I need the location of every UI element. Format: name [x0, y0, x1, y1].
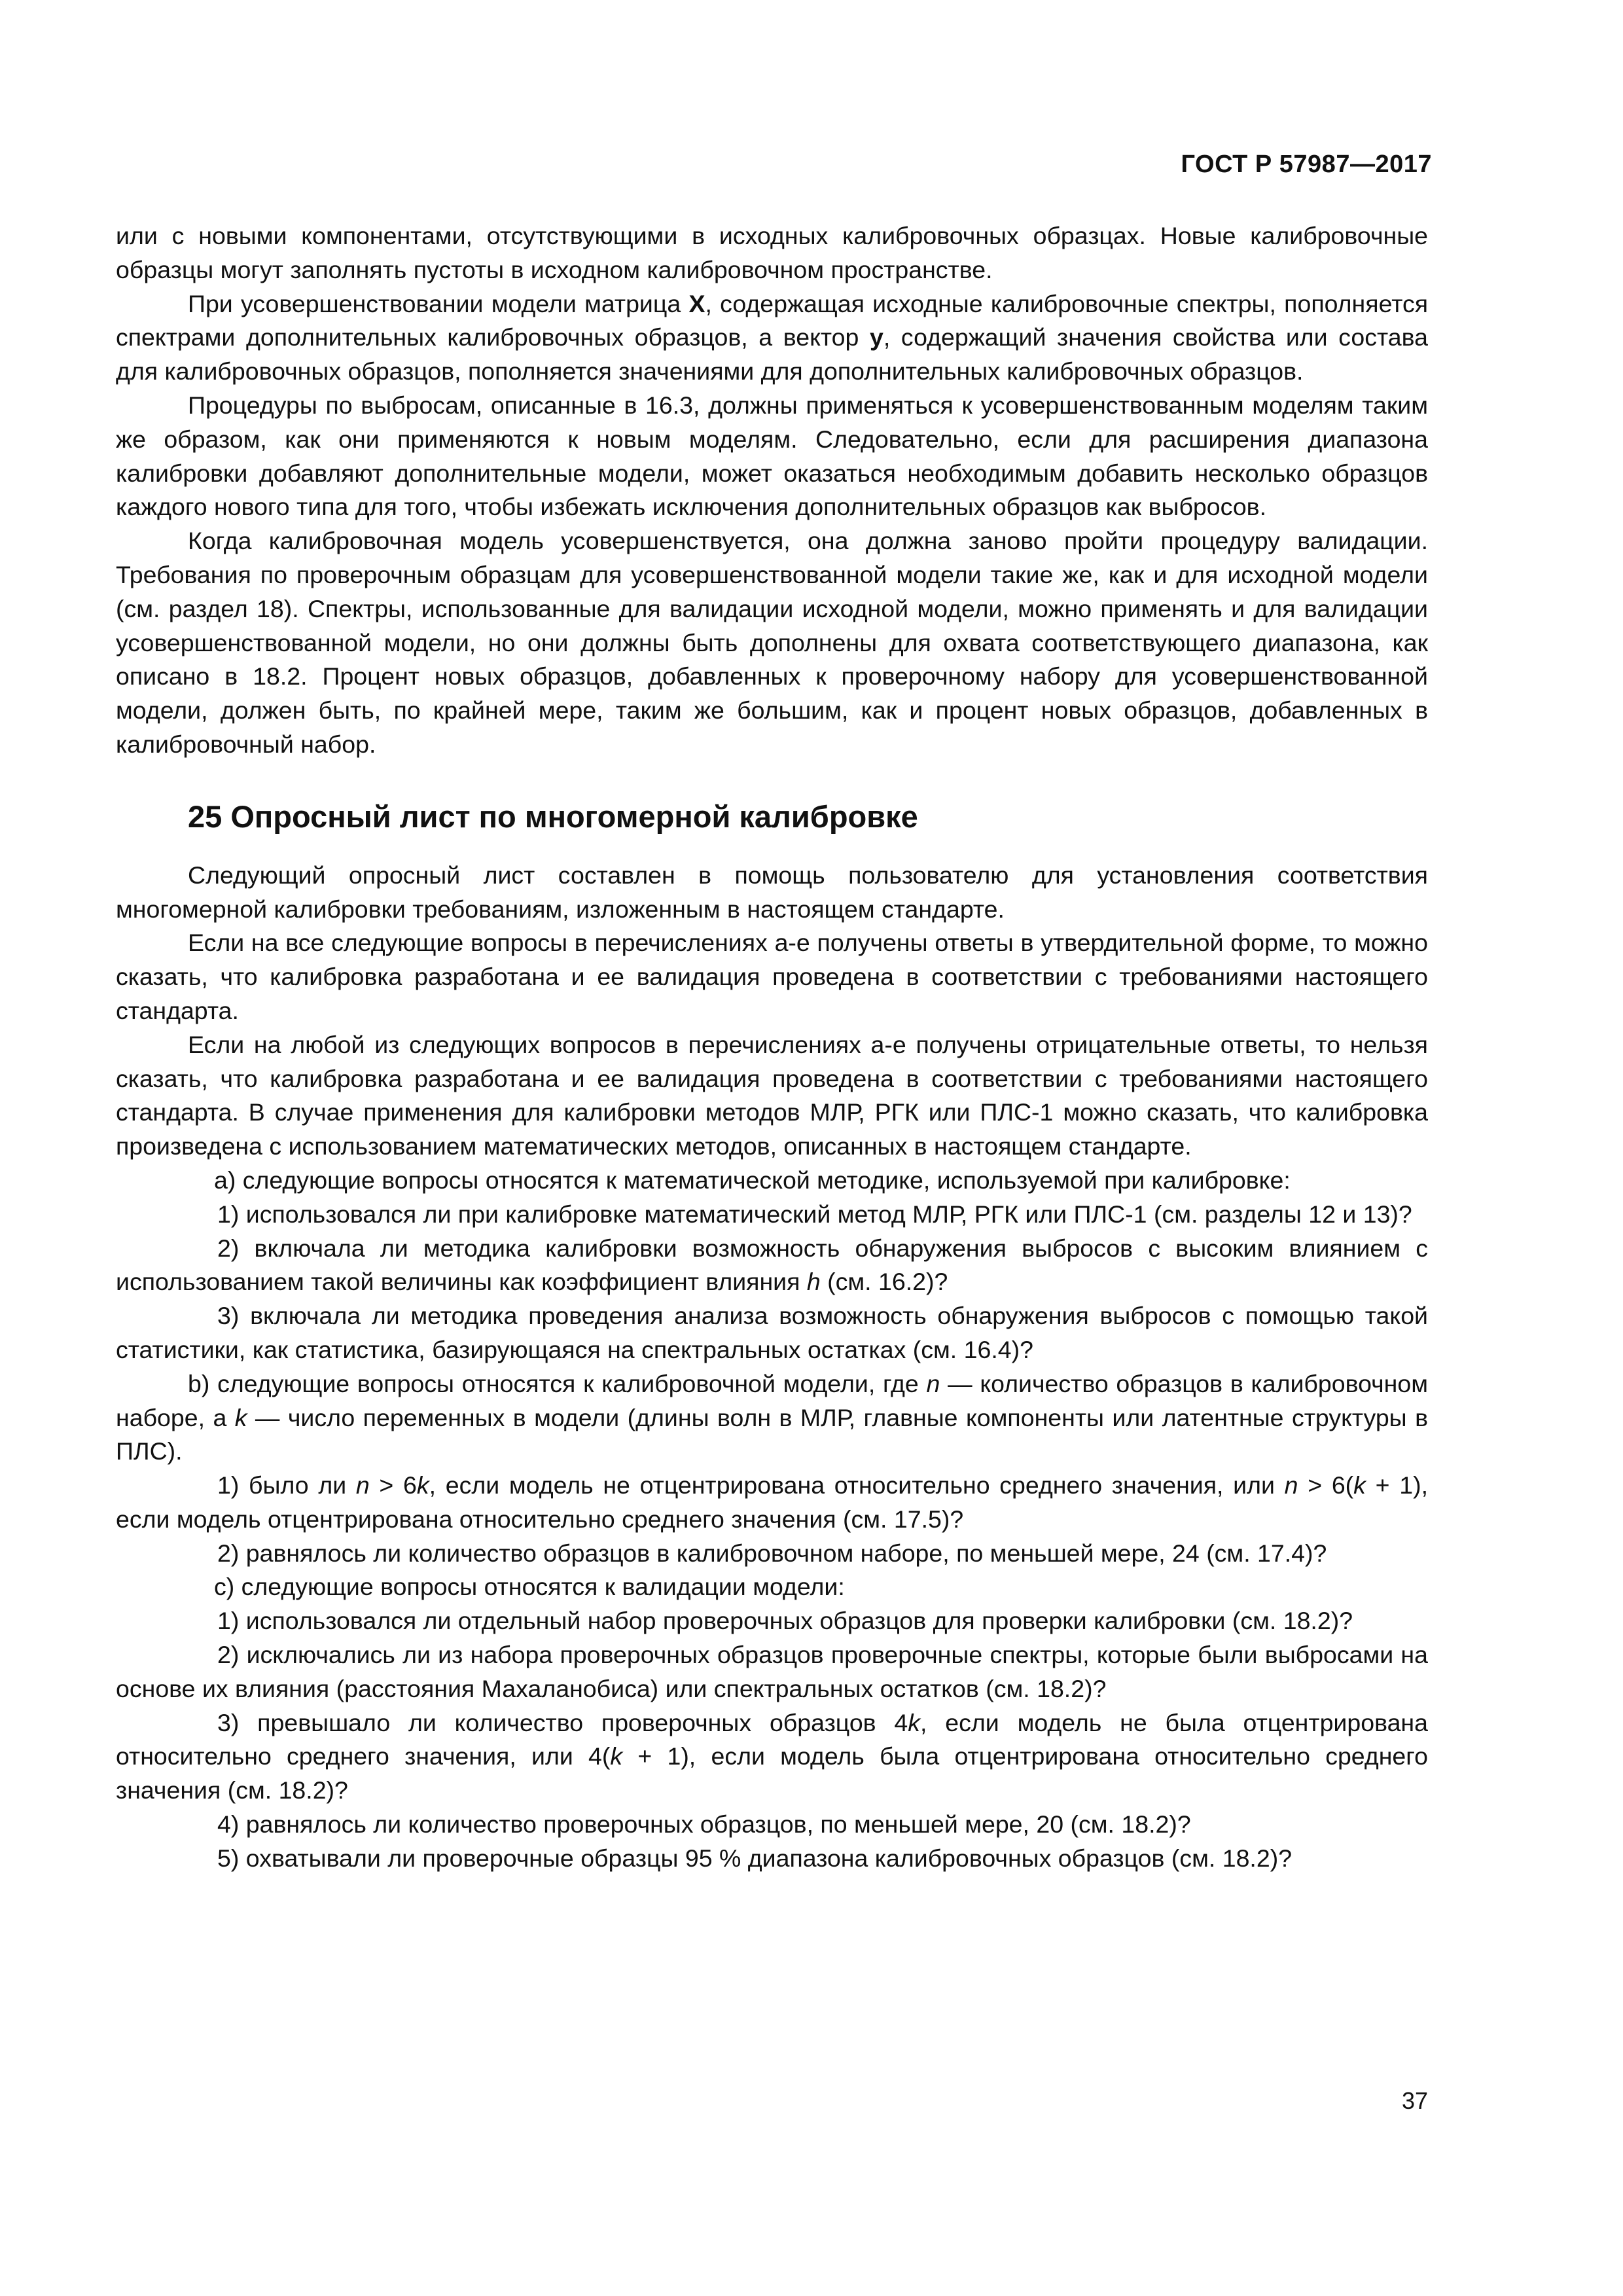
- text-fragment: > 6(: [1298, 1471, 1354, 1499]
- variable-n: n: [355, 1471, 370, 1499]
- paragraph-revalidation: Когда калибровочная модель усовершенствуется, она должна заново пройти процедуру валидации. Требования по проверочным образцам для усовершенствованной модели такие же, как и для исходной модели (см. раздел 18). Спектры, использованные для валидации исходной модели, можно применять и для валидации усовершенствованной модели, но они должны быть дополнены для охвата соответствующего диапазона, как описано в 18.2. Процент новых образцов, добавленных к проверочному набору для усовершенствованной модели, должен быть, по крайней мере, таким же большим, как и процент новых образцов, добавленных в калибровочный набор.: [116, 527, 1428, 758]
- document-code-header: ГОСТ Р 57987—2017: [1181, 151, 1432, 178]
- list-item-a-question-2: [116, 1232, 1428, 1300]
- text-fragment: При усовершенствовании модели матрица: [188, 289, 689, 317]
- text-fragment: + 1), если модель отцентрирована относительно среднего значения (см. 17.5)?: [116, 1471, 1428, 1533]
- variable-k: k: [416, 1471, 429, 1499]
- text-fragment: , содержащий значения свойства или состава для калибровочных образцов, пополняется значениями для дополнительных калибровочных образцов.: [116, 323, 1428, 386]
- text-fragment: 3) превышало ли количество проверочных образцов 4: [217, 1708, 908, 1736]
- list-item-a-intro: а) следующие вопросы относятся к математической методике, используемой при калибровке:: [214, 1166, 1291, 1194]
- list-item-c-question-2: 2) исключались ли из набора проверочных образцов проверочные спектры, которые были выбросами на основе их влияния (расстояния Махаланобиса) или спектральных остатков (см. 18.2)?: [116, 1641, 1428, 1702]
- text-fragment: — количество образцов в калибровочном наборе, а: [116, 1369, 1429, 1431]
- matrix-x-symbol: X: [688, 289, 705, 317]
- text-fragment: + 1), если модель была отцентрирована относительно среднего значения (см. 18.2)?: [116, 1742, 1428, 1804]
- text-fragment: — число переменных в модели (длины волн в МЛР, главные компоненты или латентные структуры в ПЛС).: [116, 1403, 1428, 1465]
- variable-h: h: [806, 1268, 821, 1296]
- text-fragment: , если модель не отцентрирована относительно среднего значения, или: [429, 1471, 1285, 1499]
- paragraph-outlier-procedures: Процедуры по выбросам, описанные в 16.3, должны применяться к усовершенствованным моделям таким же образом, как они применяются к новым моделям. Следовательно, если для расширения диапазона калибровки добавляют дополнительные модели, может оказаться необходимым добавить несколько образцов каждого нового типа для того, чтобы избежать исключения дополнительных образцов как выбросов.: [116, 391, 1428, 521]
- page-body: [116, 219, 1428, 1876]
- variable-k: k: [610, 1742, 623, 1770]
- list-item-c-question-4: 4) равнялось ли количество проверочных образцов, по меньшей мере, 20 (см. 18.2)?: [217, 1810, 1191, 1839]
- variable-k: k: [234, 1403, 247, 1431]
- text-fragment: > 6: [369, 1471, 417, 1499]
- vector-y-symbol: y: [870, 323, 883, 351]
- list-item-a-question-1: 1) использовался ли при калибровке математический метод МЛР, РГК или ПЛС-1 (см. разделы 12 и 13)?: [217, 1200, 1412, 1228]
- variable-n: n: [926, 1369, 940, 1397]
- text-fragment: 2) включала ли методика калибровки возможность обнаружения выбросов с высоким влиянием с использованием такой величины как коэффициент влияния: [116, 1234, 1428, 1296]
- paragraph-negative: Если на любой из следующих вопросов в перечислениях а-е получены отрицательные ответы, то нельзя сказать, что калибровка разработана и ее валидация проведена в соответствии с требованиями настоящего стандарта. В случае применения для калибровки методов МЛР, РГК или ПЛС-1 можно сказать, что калибровка произведена с использованием математических методов, описанных в настоящем стандарте.: [116, 1030, 1428, 1160]
- variable-k: k: [908, 1708, 921, 1736]
- list-item-b-question-1: [116, 1469, 1428, 1537]
- text-fragment: 1) было ли: [217, 1471, 356, 1499]
- list-item-b-question-2: 2) равнялось ли количество образцов в калибровочном наборе, по меньшей мере, 24 (см. 17.4)?: [217, 1539, 1327, 1567]
- text-fragment: , содержащая исходные калибровочные спектры, пополняется спектрами дополнительных калибровочных образцов, а вектор: [116, 289, 1428, 351]
- paragraph-continuation: или с новыми компонентами, отсутствующими в исходных калибровочных образцах. Новые калибровочные образцы могут заполнять пустоты в исходном калибровочном пространстве.: [116, 222, 1428, 283]
- paragraph-questionnaire-intro: Следующий опросный лист составлен в помощь пользователю для установления соответствия многомерной калибровки требованиям, изложенным в настоящем стандарте.: [116, 861, 1428, 923]
- text-fragment: (см. 16.2)?: [820, 1268, 948, 1296]
- list-item-c-question-3: [116, 1706, 1428, 1808]
- page-number: 37: [1401, 2087, 1428, 2114]
- variable-n: n: [1284, 1471, 1298, 1499]
- paragraph-affirmative: Если на все следующие вопросы в перечислениях а-е получены ответы в утвердительной форме, то можно сказать, что калибровка разработана и ее валидация проведена в соответствии с требованиями настоящего стандарта.: [116, 929, 1428, 1024]
- list-item-c-question-1: 1) использовался ли отдельный набор проверочных образцов для проверки калибровки (см. 18.2)?: [217, 1607, 1353, 1635]
- text-fragment: , если модель не была отцентрирована относительно среднего значения, или 4(: [116, 1708, 1428, 1770]
- variable-k: k: [1353, 1471, 1366, 1499]
- list-item-b-intro: [116, 1367, 1428, 1469]
- paragraph-model-improvement: [116, 287, 1428, 389]
- list-item-c-question-5: 5) охватывали ли проверочные образцы 95 % диапазона калибровочных образцов (см. 18.2)?: [217, 1844, 1293, 1872]
- text-fragment: b) следующие вопросы относятся к калибровочной модели, где: [188, 1369, 927, 1397]
- list-item-a-question-3: 3) включала ли методика проведения анализа возможность обнаружения выбросов с помощью такой статистики, как статистика, базирующаяся на спектральных остатках (см. 16.4)?: [116, 1302, 1428, 1363]
- list-item-c-intro: с) следующие вопросы относятся к валидации модели:: [214, 1573, 845, 1601]
- section-title: 25 Опросный лист по многомерной калибровке: [188, 798, 918, 834]
